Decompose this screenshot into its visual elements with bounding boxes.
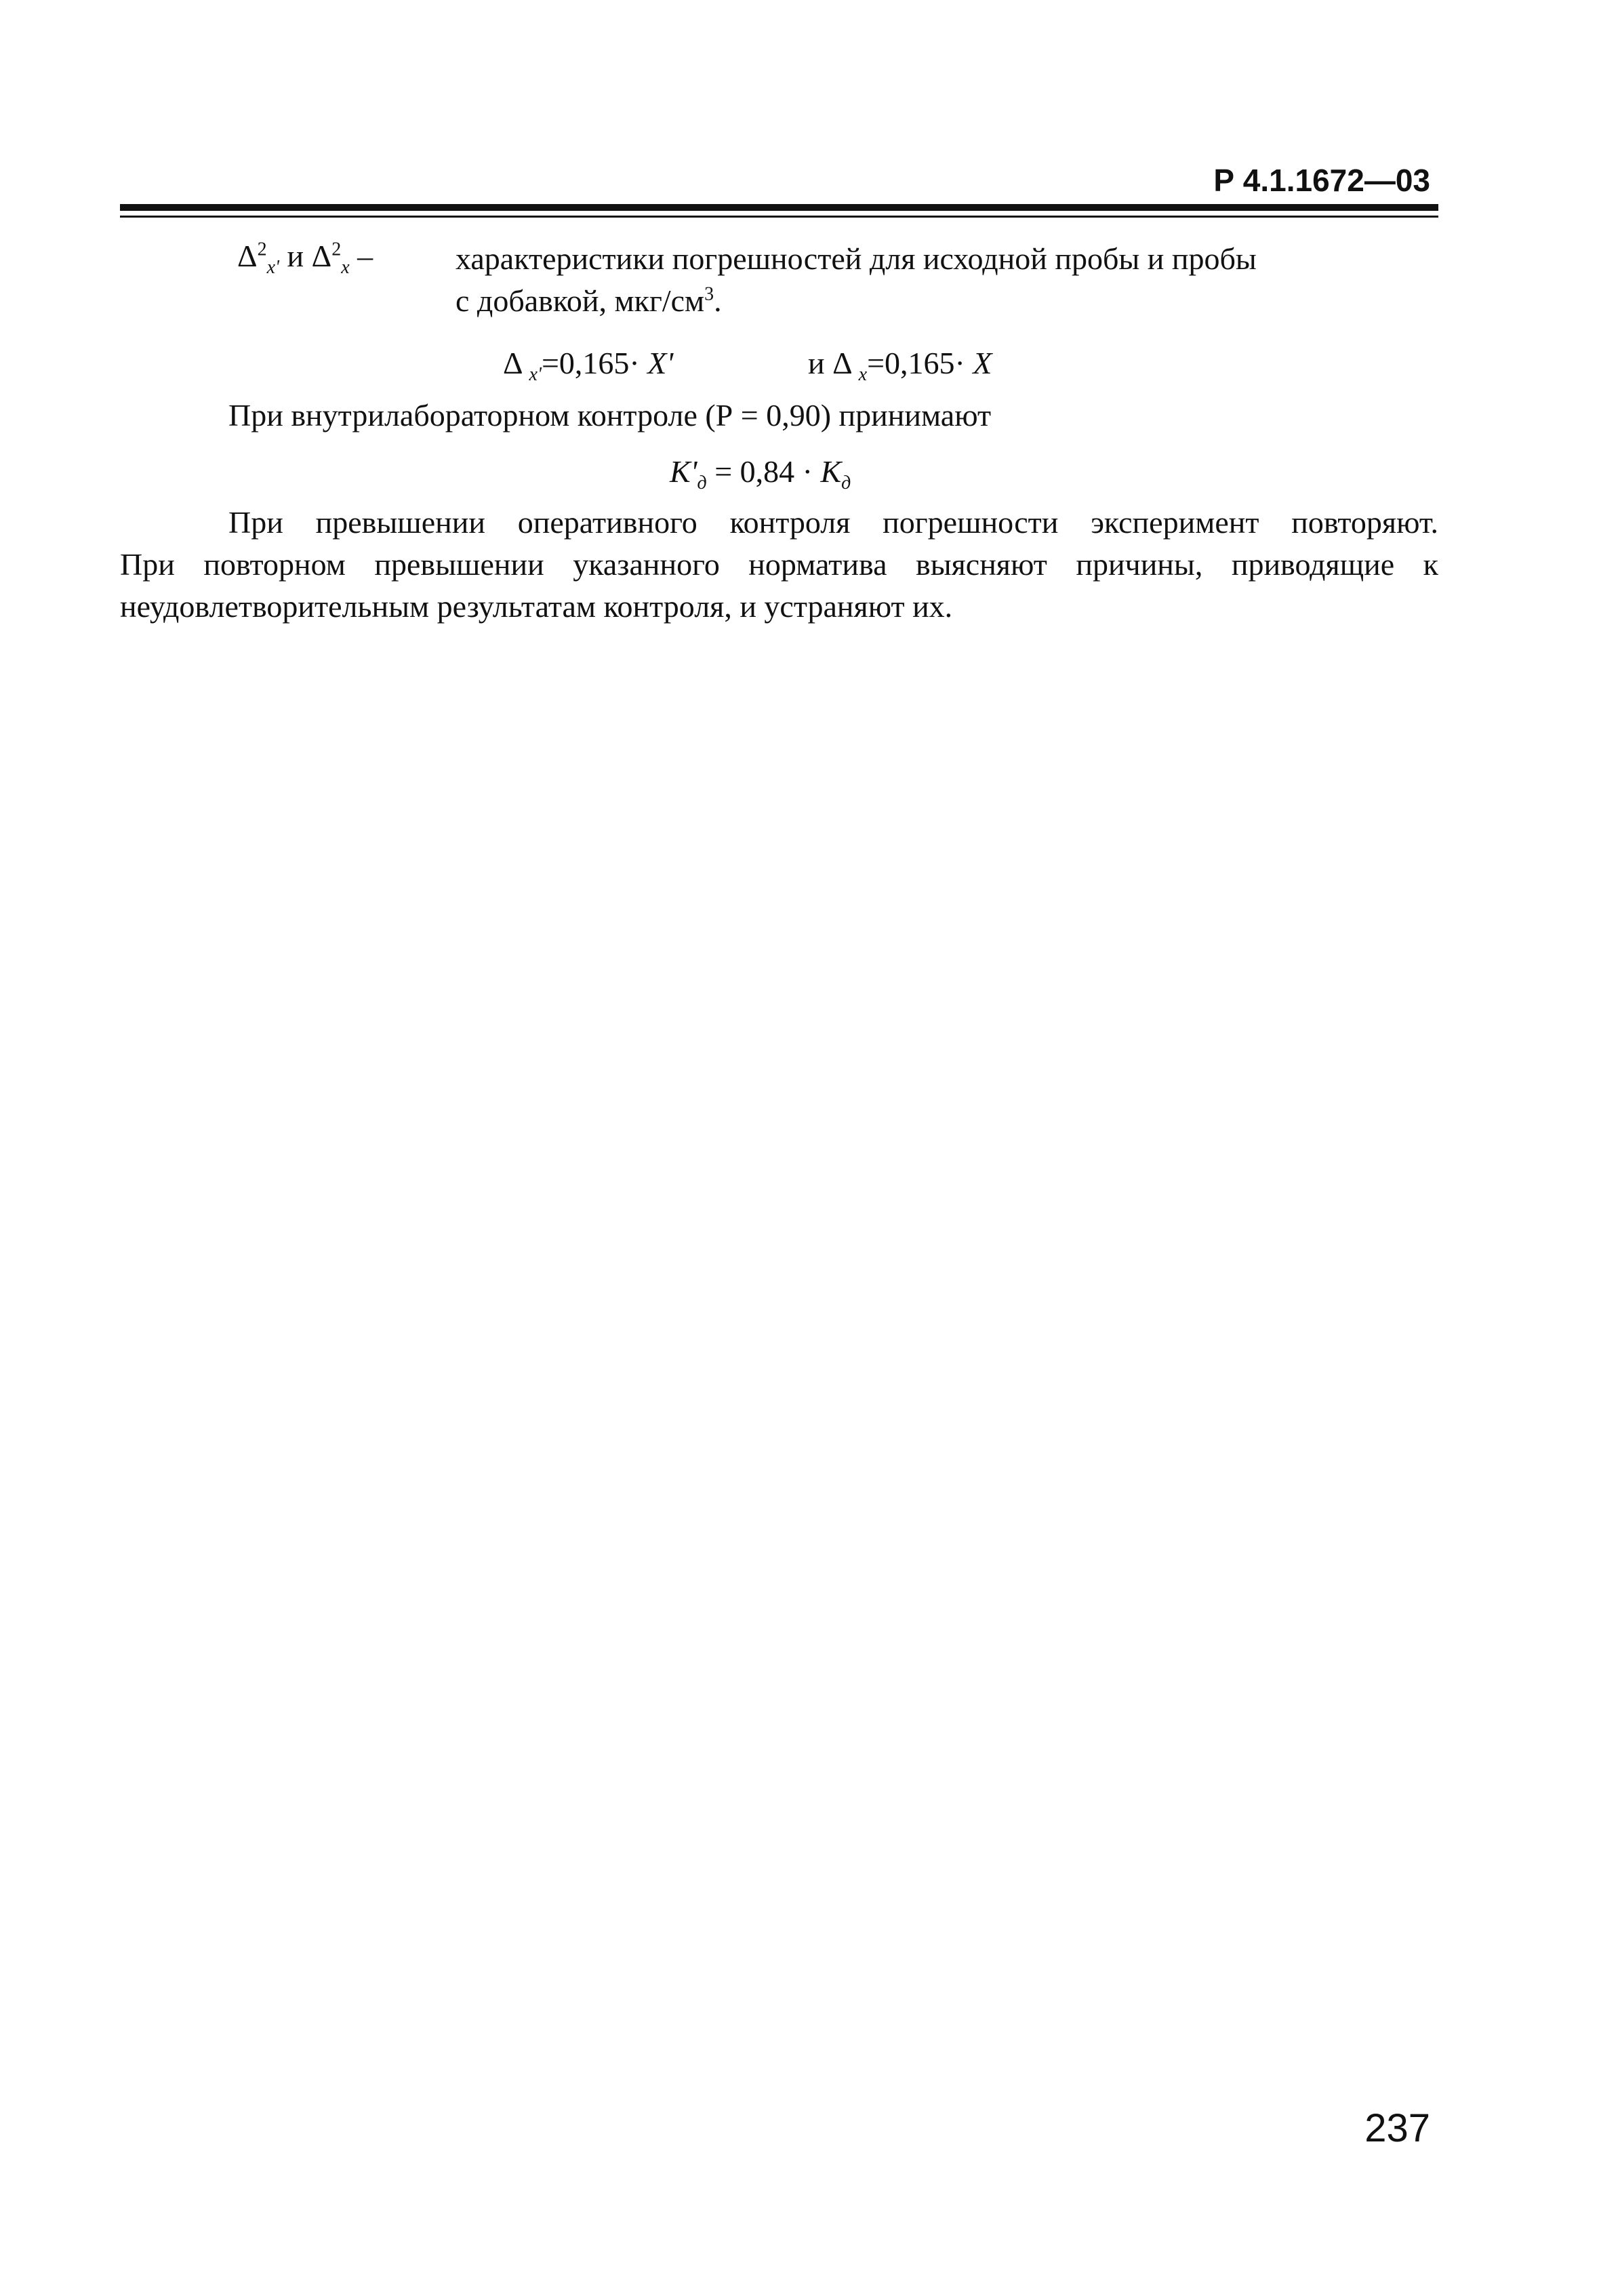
page-number: 237 [1364,2106,1430,2150]
variable: X' [647,346,674,380]
exponent: 2 [257,239,267,260]
variable: X [973,346,992,380]
variable: K [820,454,842,489]
dash: – [349,239,373,273]
document-code: Р 4.1.1672—03 [1213,163,1430,198]
definition-text-line2 [455,282,722,319]
formula-k-prime [670,453,851,494]
subscript: x [858,364,868,386]
header-rule-thin [120,216,1438,218]
paragraph-line: При превышении оперативного контроля погрешности эксперимент повторяют. [228,505,1438,540]
subscript: x' [266,257,280,279]
paragraph-line: При повторном превышении указанного норматива выясняют причины, приводящие к [120,547,1438,582]
formula-expression: =0,165· [541,346,648,380]
formula-expression: = 0,84 · [706,454,821,489]
subscript: д [841,472,851,494]
subscript: д [697,472,707,494]
formula-expression: =0,165· [867,346,973,380]
conjunction: и [808,346,833,380]
formula-delta-x-prime [503,344,674,386]
definition-text-line1: характеристики погрешностей для исходной пробы и пробы [455,241,1257,276]
definition-symbols [237,237,373,279]
unit-exponent: 3 [704,283,714,305]
control-paragraph [120,502,1438,628]
variable: K' [670,454,697,489]
subscript: x [341,257,350,279]
formula-delta-x [808,344,992,386]
unit-text: с добавкой, мкг/см [455,283,705,318]
paragraph-line: неудовлетворительным результатам контроля, и устраняют их. [120,589,953,624]
delta-symbol: Δ [503,346,529,380]
conjunction: и [279,239,312,273]
delta-symbol: Δ [832,346,859,380]
header-rule-thick [120,204,1438,211]
delta-symbol: Δ [311,239,332,273]
delta-symbol: Δ [237,239,258,273]
intra-control-text: При внутрилабораторном контроле (Р = 0,90) принимают [228,398,992,432]
subscript: x' [529,364,542,386]
exponent: 2 [331,239,342,260]
period: . [714,283,722,318]
